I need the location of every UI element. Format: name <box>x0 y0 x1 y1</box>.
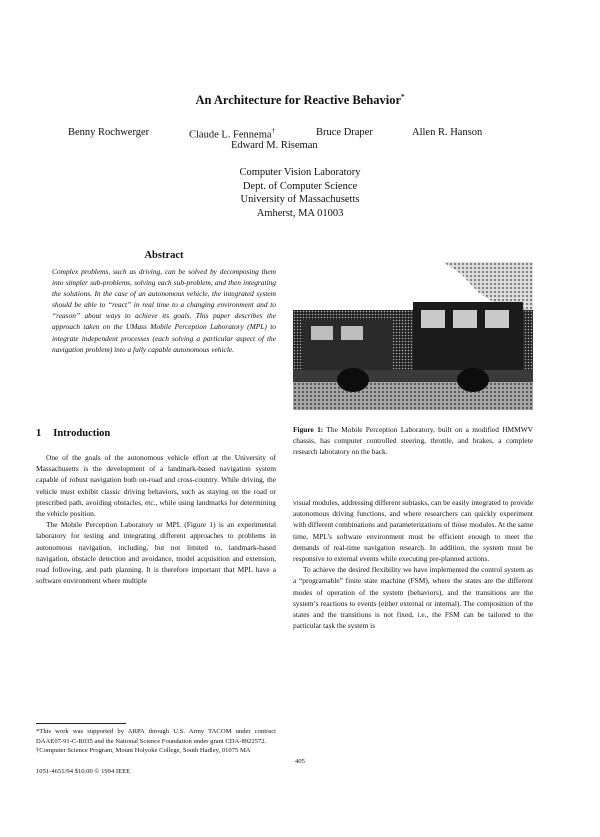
footnote: *This work was supported by ARPA through U.S. Army TACOM under contract DAAE07-91-C-R035 and the National Science Foundation under grant CDA-8922572. <box>36 728 276 745</box>
paragraph: One of the goals of the autonomous vehicle effort at the University of Massachusetts is the development of a landmark-based navigation system capable of robust navigation both on-road and cross-country. While driving, the vehicle must exhibit classic driving behaviors, such as staying on the road or prescribed path, avoiding obstacles, etc., while using landmarks for determining the vehicle position. <box>36 453 276 519</box>
author-name: Claude L. Fennema† <box>189 127 276 141</box>
abstract-heading: Abstract <box>144 250 184 261</box>
author-name: Edward M. Riseman <box>231 140 318 151</box>
abstract-text: Complex problems, such as driving, can be solved by decomposing them into simpler sub-problems, solving each sub-problem, and then integrating the solutions. In the case of an autonomous vehicle, the integrated system should be able to “react” in real time to a changing environment and to “reason” about ways to achieve its goals. This paper describes the approach taken on the UMass Mobile Perception Laboratory (MPL) to integrate independent processes (each solving a particular aspect of the navigation problem) into a fully capable autonomous vehicle. <box>52 267 276 354</box>
footnote-rule <box>36 723 126 724</box>
copyright-line: 1051-4651/94 $10.00 © 1994 IEEE <box>36 768 131 775</box>
paragraph: To achieve the desired flexibility we have implemented the control system as a “programable” finite state machine (FSM), where the states are the different modes of operation of the system (behaviors), and the transitions are the system’s reactions to events (either external or internal). The composition of the states and the transitions is not fixed, i.e., the FSM can be tailored to the particular task the system is <box>293 565 533 631</box>
left-column-body <box>36 452 276 586</box>
section-heading: 1 Introduction <box>36 428 111 439</box>
right-column-body <box>293 497 533 631</box>
paper-title: An Architecture for Reactive Behavior* <box>195 93 405 108</box>
page-number: 405 <box>295 758 305 765</box>
footnotes <box>36 727 276 756</box>
figure-caption: Figure 1: The Mobile Perception Laboratory, built on a modified HMMWV chassis, has computer controlled steering, throttle, and brakes, a complete research laboratory on the back. <box>293 425 534 457</box>
affiliation: Computer Vision Laboratory Dept. of Computer Science University of Massachusetts Amherst, MA 01003 <box>239 167 361 219</box>
paragraph: The Mobile Perception Laboratory or MPL (Figure 1) is an experimental laboratory for testing and integrating different approaches to problems in autonomous navigation, including, but not limited to, landmark-based navigation, obstacle detection and avoidance, model acquisition and extension, road following, and path planning. It is therefore important that MPL have a software environment where multiple <box>36 520 276 586</box>
author-name: Bruce Draper <box>316 127 373 138</box>
author-name: Benny Rochwerger <box>68 127 150 138</box>
paragraph: visual modules, addressing different subtasks, can be easily integrated to provide autonomous driving functions, and where researchers can quickly experiment with different combinations and parameterizations of those modules. At the same time, MPL’s software environment must be efficient enough to meet the demands of real-time navigation research. In addition, the system must be responsive to external events while executing pre-planned actions. <box>293 498 533 564</box>
vehicle-photo <box>293 262 533 410</box>
author-name: Allen R. Hanson <box>412 127 483 138</box>
footnote: †Computer Science Program, Mount Holyoke College, South Hadley, 01075 MA <box>36 747 251 755</box>
